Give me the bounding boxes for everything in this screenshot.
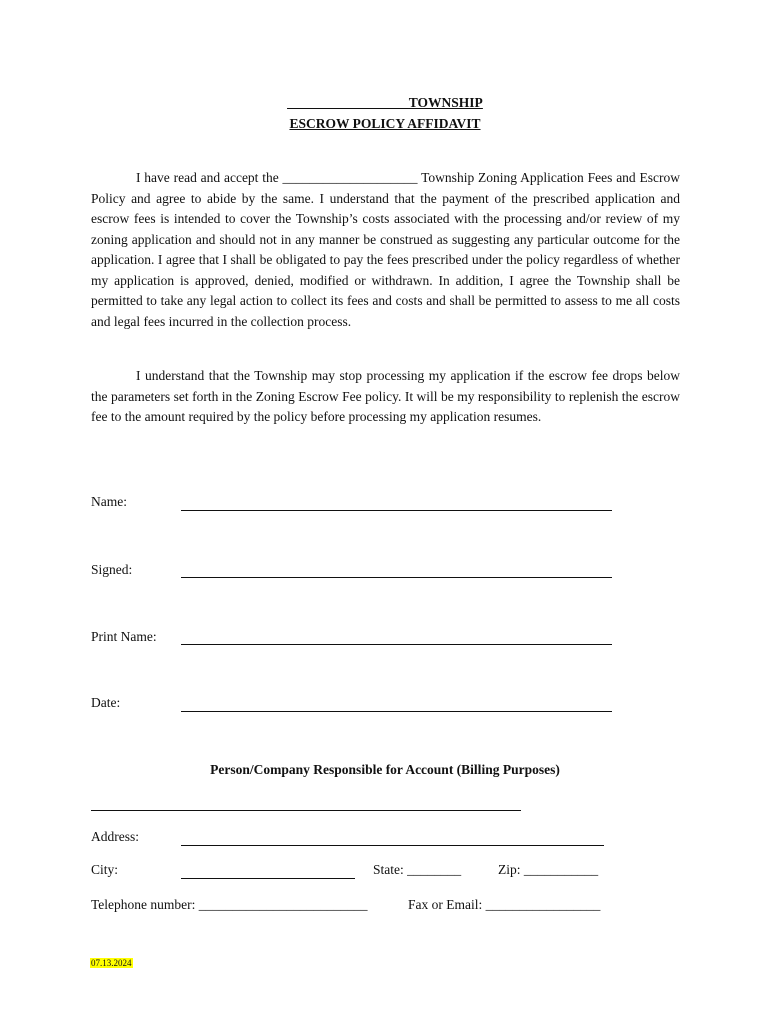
signed-label: Signed:: [91, 562, 133, 577]
date-field[interactable]: [181, 711, 612, 712]
billing-name-field[interactable]: [91, 810, 521, 811]
city-field[interactable]: [181, 878, 355, 879]
zip-field[interactable]: Zip: ___________: [498, 862, 599, 877]
revision-date-stamp: 07.13.2024: [91, 958, 132, 968]
title-township-text: __________________TOWNSHIP: [287, 95, 483, 110]
township-word: TOWNSHIP: [408, 95, 483, 110]
paragraph-acceptance: I have read and accept the ____________________ Township Zoning Application Fees and Escrow Policy and agree to abide by the same. I understand that the payment of the prescribed application and escrow fees is intended to cover the Township’s costs associated with the processing and/or review of my zoning application and should not in any manner be construed as suggesting any particular outcome for the application. I agree that I shall be obligated to pay the fees prescribed under the policy regardless of whether my application is approved, denied, modified or withdrawn. In addition, I agree the Township shall be permitted to take any legal action to collect its fees and costs and shall be permitted to assess to me all costs and legal fees incurred in the collection process.: [91, 170, 680, 329]
print-name-field[interactable]: [181, 644, 612, 645]
name-field[interactable]: [181, 510, 612, 511]
fax-email-field[interactable]: Fax or Email: _________________: [408, 897, 601, 912]
telephone-field[interactable]: Telephone number: _________________________: [91, 897, 368, 912]
address-field[interactable]: [181, 845, 604, 846]
print-name-label: Print Name:: [91, 629, 157, 644]
name-label: Name:: [91, 494, 127, 509]
billing-heading: Person/Company Responsible for Account (Billing Purposes): [210, 762, 560, 777]
address-label: Address:: [91, 829, 139, 844]
signature-field[interactable]: [181, 577, 612, 578]
title-township: [0, 95, 770, 111]
title-affidavit: [0, 116, 770, 132]
city-label: City:: [91, 862, 119, 877]
title-affidavit-text: ESCROW POLICY AFFIDAVIT: [289, 116, 481, 131]
date-label: Date:: [91, 695, 121, 710]
paragraph-escrow-stop: I understand that the Township may stop processing my application if the escrow fee drops below the parameters set forth in the Zoning Escrow Fee policy. It will be my responsibility to replenish the escrow fee to the amount required by the policy before processing my application resumes.: [91, 368, 680, 424]
state-field[interactable]: State: ________: [373, 862, 462, 877]
